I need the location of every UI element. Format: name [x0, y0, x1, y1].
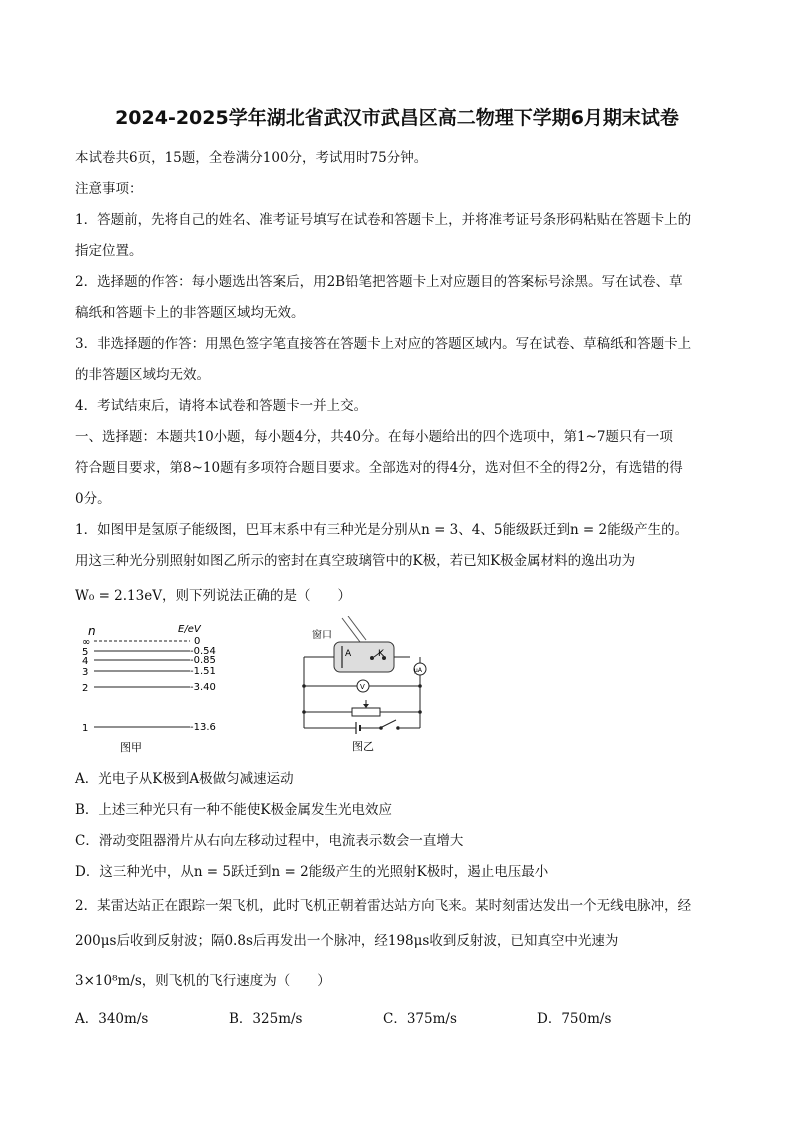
notice-line: 指定位置。 [75, 243, 143, 259]
svg-text:K: K [378, 649, 384, 659]
section-text: 0分。 [75, 491, 111, 507]
svg-text:1: 1 [82, 723, 89, 734]
notice-line: 2．选择题的作答：每小题选出答案后，用2B铅笔把答题卡上对应题目的答案标号涂黑。写在试卷、草 [75, 274, 683, 290]
window-label: 窗口 [312, 630, 332, 641]
q2-option-d: D．750m/s [537, 1011, 612, 1027]
section-heading: 一、选择题：本题共10小题，每小题4分，共40分。在每小题给出的四个选项中，第1~7题只有一项 [75, 429, 673, 445]
svg-text:0: 0 [194, 636, 201, 647]
notice-line: 稿纸和答题卡上的非答题区域均无效。 [75, 305, 305, 321]
svg-text:V: V [360, 683, 365, 691]
svg-text:-1.51: -1.51 [190, 666, 216, 677]
question-1-stem: 1．如图甲是氢原子能级图，巴耳末系中有三种光是分别从n = 3、4、5能级跃迁到n = 2能级产生的。 [75, 522, 689, 538]
q1-option-b: B．上述三种光只有一种不能使K极金属发生光电效应 [75, 802, 393, 818]
q1-option-a: A．光电子从K极到A极做匀减速运动 [75, 771, 294, 787]
svg-text:3: 3 [82, 667, 89, 678]
question-2-stem: 200μs后收到反射波；隔0.8s后再发出一个脉冲，经198μs收到反射波，已知真空中光速为 [75, 933, 619, 949]
figure-caption: 图乙 [352, 740, 374, 753]
question-2-stem: 3×10⁸m/s，则飞机的飞行速度为（ ） [75, 973, 331, 989]
q1-option-d: D．这三种光中，从n = 5跃迁到n = 2能级产生的光照射K极时，遏止电压最小 [75, 864, 549, 880]
svg-text:5: 5 [82, 647, 89, 658]
notice-line: 4．考试结束后，请将本试卷和答题卡一并上交。 [75, 398, 368, 414]
q2-option-b: B．325m/s [229, 1011, 303, 1027]
question-1-stem: 用这三种光分别照射如图乙所示的密封在真空玻璃管中的K极，若已知K极金属材料的逸出功为 [75, 553, 636, 569]
n-axis-label: n [88, 624, 96, 638]
q2-option-a: A．340m/s [75, 1011, 149, 1027]
rheostat-icon [352, 708, 380, 716]
q2-option-c: C．375m/s [383, 1011, 457, 1027]
svg-text:∞: ∞ [82, 637, 91, 648]
section-text: 符合题目要求，第8~10题有多项符合题目要求。全部选对的得4分，选对但不全的得2分，有选错的得 [75, 460, 683, 476]
energy-level-diagram [80, 620, 240, 755]
energy-axis-label: E/eV [178, 624, 201, 635]
question-2-stem: 2．某雷达站正在跟踪一架飞机，此时飞机正朝着雷达站方向飞来。某时刻雷达发出一个无线电脉冲，经 [75, 898, 692, 914]
svg-text:2: 2 [82, 683, 89, 694]
svg-text:-0.54: -0.54 [190, 646, 216, 657]
notice-line: 的非答题区域均无效。 [75, 367, 210, 383]
svg-text:A: A [345, 649, 352, 659]
svg-text:4: 4 [82, 656, 89, 667]
switch-icon [382, 720, 396, 727]
svg-text:-3.40: -3.40 [190, 682, 216, 693]
figure-caption: 图甲 [120, 741, 142, 754]
notice-line: 3．非选择题的作答：用黑色签字笔直接答在答题卡上对应的答题区域内。写在试卷、草稿纸和答题卡上 [75, 336, 692, 352]
page-title: 2024-2025学年湖北省武汉市武昌区高二物理下学期6月期末试卷 [115, 107, 679, 129]
intro-text: 本试卷共6页，15题，全卷满分100分，考试用时75分钟。 [75, 150, 428, 166]
svg-text:-13.6: -13.6 [190, 722, 216, 733]
question-1-stem: W₀ = 2.13eV，则下列说法正确的是（ ） [75, 588, 351, 604]
circuit-diagram [290, 616, 440, 756]
notice-line: 1．答题前，先将自己的姓名、准考证号填写在试卷和答题卡上，并将准考证号条形码粘贴在答题卡上的 [75, 212, 692, 228]
svg-text:-0.85: -0.85 [190, 655, 216, 666]
notice-heading: 注意事项： [75, 181, 143, 197]
svg-text:μA: μA [414, 667, 422, 674]
q1-option-c: C．滑动变阻器滑片从右向左移动过程中，电流表示数会一直增大 [75, 833, 464, 849]
